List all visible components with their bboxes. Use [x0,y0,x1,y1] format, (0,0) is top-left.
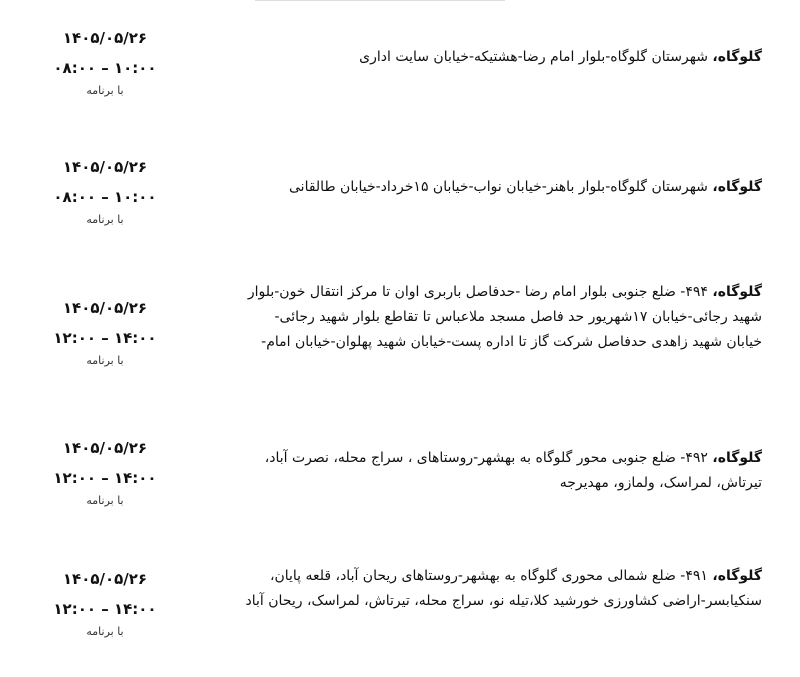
entry-address: ۴۹۲- ضلع جنوبی محور گلوگاه به بهشهر-روستاهای ، سراج محله، نصرت آباد، تیرتاش، لمراسک، ولمازو، مهدیرجه [264,450,762,491]
entry-city: گلوگاه، [712,284,762,300]
entry-city: گلوگاه، [712,49,762,65]
entry-address: شهرستان گلوگاه-بلوار باهنر-خیابان نواب-خیابان ۱۵خرداد-خیابان طالقانی [289,179,713,195]
entry-description [242,446,762,496]
entry-date: ۱۴۰۵/۰۵/۲۶ [62,439,148,457]
entry-date: ۱۴۰۵/۰۵/۲۶ [62,299,148,317]
entry-city: گلوگاه، [712,450,762,466]
entry-time: ۰۸:۰۰ – ۱۰:۰۰ [53,59,157,77]
entry-address: ۴۹۴- ضلع جنوبی بلوار امام رضا -حدفاصل باربری اوان تا مرکز انتقال خون-بلوار شهید رجائی-خیابان ۱۷شهریور حد فاصل مسجد ملاعباس تا تقاطع بلوار شهید رجائی-خیابان شهید زاهدی حدفاصل شرکت گاز تا اداره پست-خیابان شهید پهلوان-خیابان امام- [247,284,762,350]
entry-meta [40,28,170,98]
entry-time: ۱۲:۰۰ – ۱۴:۰۰ [53,600,157,618]
entry-city: گلوگاه، [712,179,762,195]
entry-date: ۱۴۰۵/۰۵/۲۶ [62,570,148,588]
entry-description [242,564,762,614]
entry-address: ۴۹۱- ضلع شمالی محوری گلوگاه به بهشهر-روستاهای ریحان آباد، قلعه پایان، سنکیابسر-اراضی کشاورزی خورشید کلا،تیله نو، سراج محله، تیرتاش، لمراسک، ریحان آباد [245,568,762,609]
entry-description [242,280,762,355]
entry-description [242,45,762,70]
entry-meta [40,157,170,227]
entry-meta [40,438,170,508]
entry-description [242,175,762,200]
top-divider [255,0,505,1]
entry-time: ۱۲:۰۰ – ۱۴:۰۰ [53,329,157,347]
entry-date: ۱۴۰۵/۰۵/۲۶ [62,29,148,47]
entry-time: ۱۲:۰۰ – ۱۴:۰۰ [53,469,157,487]
entry-address: شهرستان گلوگاه-بلوار امام رضا-هشتیکه-خیابان سایت اداری [359,49,713,65]
entry-status: با برنامه [86,354,124,367]
entry-status: با برنامه [86,494,124,507]
entry-status: با برنامه [86,625,124,638]
entry-status: با برنامه [86,84,124,97]
entry-status: با برنامه [86,213,124,226]
entry-time: ۰۸:۰۰ – ۱۰:۰۰ [53,188,157,206]
entry-city: گلوگاه، [712,568,762,584]
entry-date: ۱۴۰۵/۰۵/۲۶ [62,158,148,176]
entry-meta [40,298,170,368]
entry-meta [40,569,170,639]
